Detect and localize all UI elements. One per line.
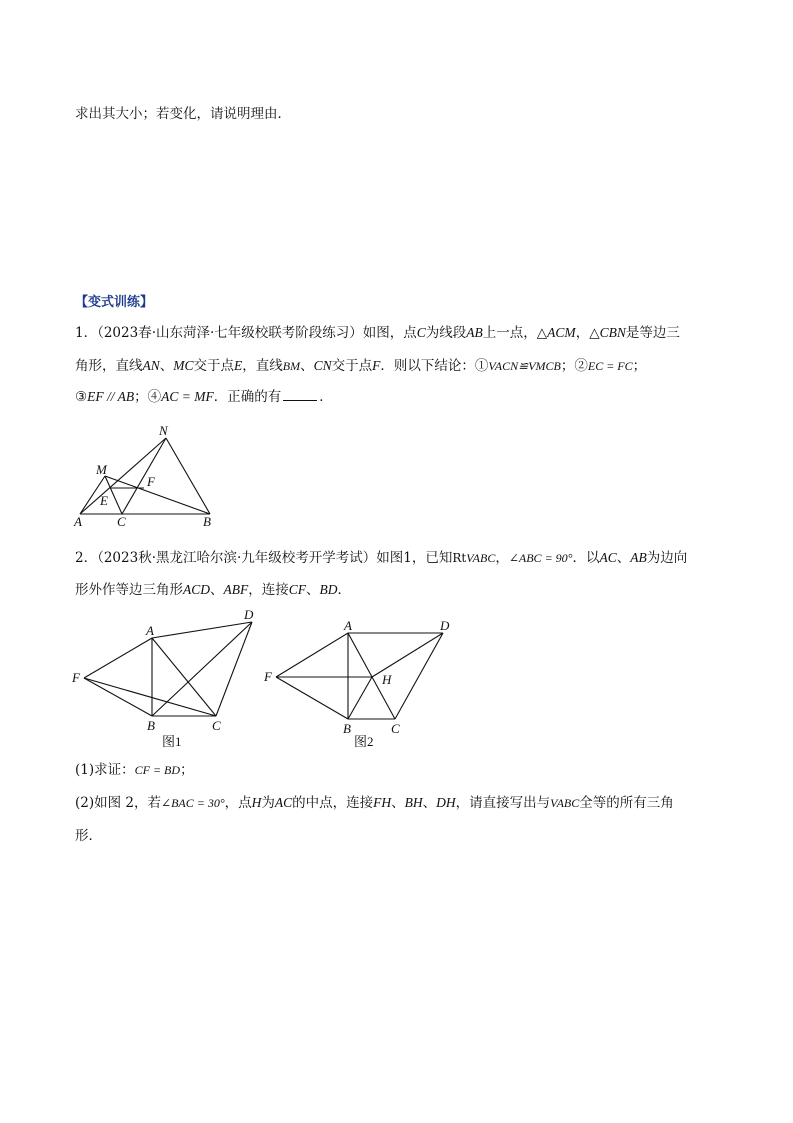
q1-text: 是等边三 [625,325,680,341]
q1-text: ；② [560,358,588,374]
q1-line-2 [75,356,646,376]
answer-blank[interactable] [283,388,317,401]
q1-text: ③ [75,389,88,405]
segment-fc [84,678,216,716]
q2-var: AC [274,795,293,810]
q1-text: 交于点 [331,358,373,374]
q2-var: AC [599,550,617,565]
q1-figure [70,420,230,532]
q2-text: ， [495,550,509,566]
q1-line-3 [75,387,333,407]
label-f: F [72,670,80,685]
segment-nb [166,438,210,514]
q1-text: ．正确的有 [213,389,282,405]
q1-text: 角形，直线 [75,358,143,374]
q1-var: CN [313,358,332,373]
label-b: B [343,721,351,736]
q2-line-1 [75,548,687,568]
figure-2-caption: 图2 [354,734,374,749]
q2-text: 、 [210,582,224,598]
q2-text: ； [180,762,194,778]
label-b: B [147,718,155,733]
segment-dc [216,622,252,716]
label-e: E [100,493,108,508]
q2-text: ．以 [572,550,600,566]
label-b: B [203,514,211,529]
q1-conclusion-1: VACN≌VMCB [488,359,561,373]
q1-var: E [234,358,243,373]
q1-text: ． [319,389,333,405]
q1-text: 为线段 [425,325,467,341]
q2-text: 全等的所有三角 [579,795,674,811]
q1-text: 1．（2023春·山东菏泽·七年级校联考阶段练习）如图，点 [75,325,417,341]
q2-part-2 [75,793,674,813]
q1-line-1 [75,323,680,343]
label-f: F [264,669,272,684]
segment-fa [84,638,152,678]
segment-mb [105,476,210,514]
q2-text: 的中点，连接 [292,795,374,811]
label-f: F [147,474,155,489]
q1-text: ； [632,358,647,374]
q1-text: ，直线 [242,358,283,374]
q1-var: AB [466,325,483,340]
q2-part-1 [75,760,194,780]
q2-text: 为边向 [646,550,688,566]
label-a: A [74,514,82,529]
q2-var: Rt [452,551,467,565]
label-n: N [159,423,168,438]
q2-line-2 [75,580,351,600]
q1-var: F [372,358,381,373]
figure-1-caption: 图1 [162,734,182,749]
q1-conclusion-3: EF // AB [87,389,135,404]
q2-var: VABC [550,796,580,810]
label-c: C [117,514,126,529]
segment-fa [276,633,348,677]
q2-var: ∠BAC = 30° [161,796,225,810]
label-c: C [391,721,400,736]
q2-text: ． [337,582,352,598]
q1-var: △CBN [589,325,626,340]
q1-text: 上一点， [482,325,537,341]
q2-text: ，请直接写出与 [455,795,551,811]
q1-var: C [416,325,426,340]
q2-var: AB [630,550,647,565]
q2-text: 、 [616,550,631,566]
q2-text: 、 [306,582,320,598]
q1-text: 交于点 [193,358,235,374]
q2-var: H [251,795,262,810]
q1-text: ， [575,325,590,341]
label-h: H [382,672,392,687]
q2-text: (2)如图 2，若 [75,795,162,811]
q2-var: BD [319,582,338,597]
q2-var: ∠ABC = 90° [508,551,573,565]
q2-var: BH [404,795,423,810]
q2-var: VABC [466,551,496,565]
q1-var: BM [282,359,301,373]
q2-var: ACD [183,582,210,597]
q2-var: CF = BD [134,763,181,777]
q2-var: CF [288,582,307,597]
q1-conclusion-2: EC = FC [587,359,633,373]
label-c: C [212,718,221,733]
q1-text: 、 [159,358,174,374]
segment-ac [152,638,216,716]
q2-text: 、 [422,795,437,811]
label-a: A [344,618,352,633]
q2-figure-1 [66,606,266,752]
q1-var: △ACM [536,325,576,340]
q1-var: AN [142,358,160,373]
q2-text: ，连接 [248,582,289,598]
q2-var: FH [373,795,392,810]
q1-var: MC [173,358,194,373]
q2-text: 2．（2023秋·黑龙江哈尔滨·九年级校考开学考试）如图1，已知 [75,550,453,566]
label-m: M [96,462,107,477]
q1-text: ；④ [134,389,162,405]
label-d: D [244,607,254,622]
q2-part-2-cont: 形． [75,828,102,844]
q2-text: 形外作等边三角形 [75,582,183,598]
q2-var: DH [436,795,456,810]
q2-text: (1)求证： [75,762,135,778]
q1-text: ．则以下结论：① [380,358,489,374]
segment-fb [84,678,152,716]
segment-dc [395,633,443,719]
q2-figure-2 [258,606,468,752]
label-a: A [146,623,154,638]
q2-text: 、 [391,795,405,811]
q2-text: ，点 [224,795,252,811]
segment-bh [348,677,372,719]
segment-cn [122,438,166,514]
segment-hd [372,633,443,677]
segment-fb [276,677,348,719]
q2-var: ABF [223,582,249,597]
label-d: D [440,618,450,633]
q1-text: 、 [300,358,314,374]
section-heading: 【变式训练】 [75,295,154,310]
q2-text: 为 [261,795,275,811]
intro-line: 求出其大小；若变化，请说明理由． [75,106,291,122]
q1-conclusion-4: AC = MF [161,389,214,404]
